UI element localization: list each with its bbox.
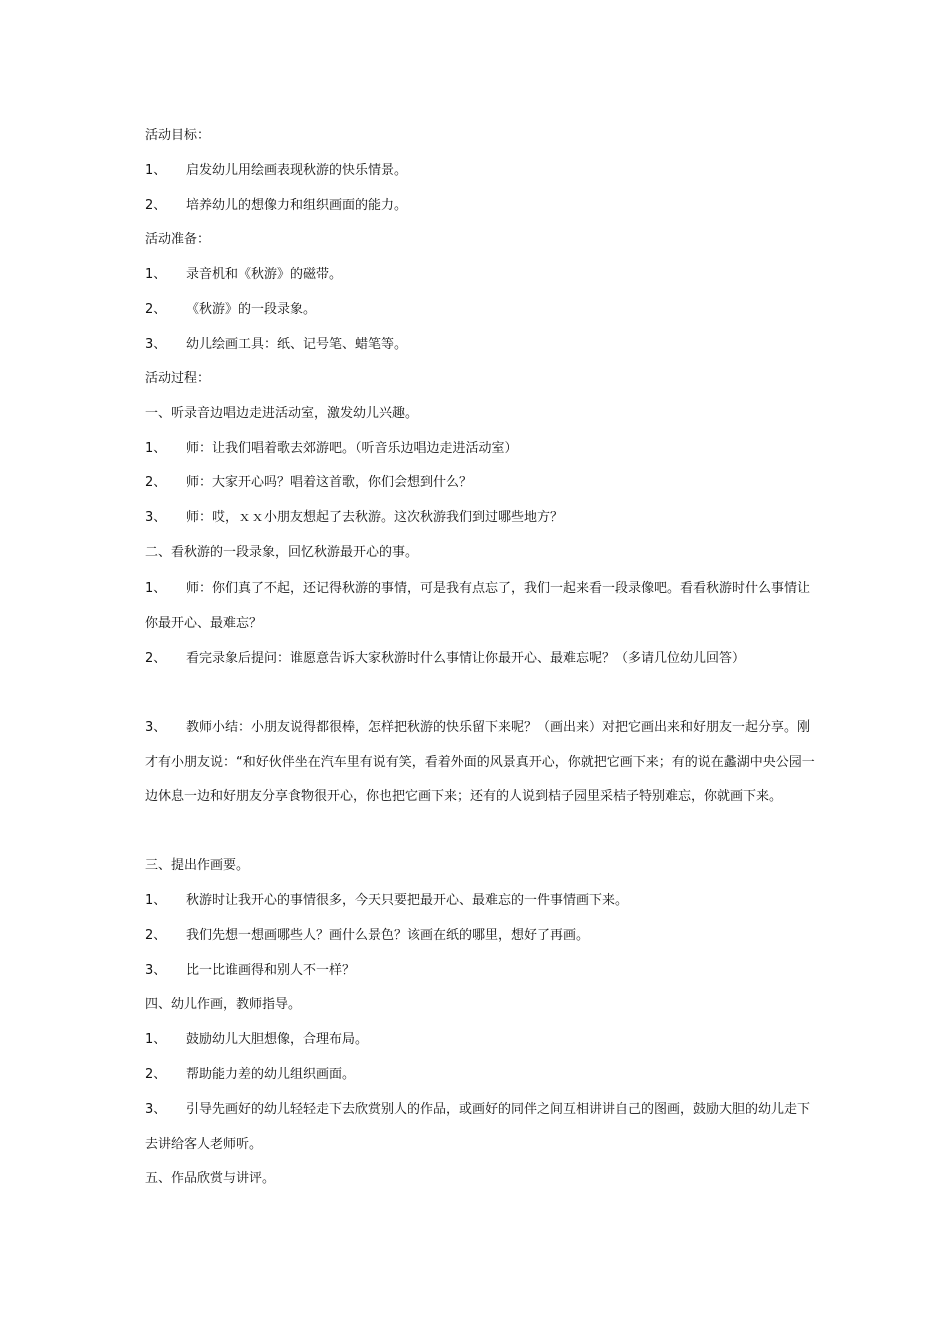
item-text: 《秋游》的一段录象。 xyxy=(186,302,317,317)
item-number: 1、 xyxy=(145,163,167,178)
item-number: 3、 xyxy=(145,1102,167,1117)
item-text: 鼓励幼儿大胆想像，合理布局。 xyxy=(186,1032,369,1047)
item-number: 2、 xyxy=(145,302,167,317)
list-item xyxy=(145,711,815,815)
list-item xyxy=(145,642,785,677)
item-text: 看完录象后提问：谁愿意告诉大家秋游时什么事情让你最开心、最难忘呢？（多请几位幼儿回答） xyxy=(186,651,746,666)
list-item xyxy=(145,1067,815,1083)
item-number: 2、 xyxy=(145,198,167,213)
item-number: 2、 xyxy=(145,651,167,666)
item-text: 帮助能力差的幼儿组织画面。 xyxy=(186,1067,356,1082)
item-text: 我们先想一想画哪些人？画什么景色？该画在纸的哪里，想好了再画。 xyxy=(186,928,590,943)
item-number: 1、 xyxy=(145,581,167,596)
section-heading-process: 活动过程： xyxy=(145,371,211,386)
item-number: 2、 xyxy=(145,1067,167,1082)
list-item xyxy=(145,893,815,909)
item-number: 3、 xyxy=(145,510,167,525)
item-number: 3、 xyxy=(145,963,167,978)
list-item xyxy=(145,441,815,457)
item-text: 引导先画好的幼儿轻轻走下去欣赏别人的作品，或画好的同伴之间互相讲讲自己的图画，鼓励大胆的幼儿走下去讲给客人老师听。 xyxy=(145,1102,811,1152)
list-item xyxy=(145,1032,815,1048)
list-item xyxy=(145,1093,815,1162)
section-heading-goals: 活动目标： xyxy=(145,128,211,143)
list-item xyxy=(145,337,815,353)
step-heading: 一、听录音边唱边走进活动室，激发幼儿兴趣。 xyxy=(145,406,419,421)
list-item xyxy=(145,198,815,214)
item-text: 师：大家开心吗？唱着这首歌，你们会想到什么？ xyxy=(186,475,473,490)
item-text: 比一比谁画得和别人不一样？ xyxy=(186,963,356,978)
item-text: 启发幼儿用绘画表现秋游的快乐情景。 xyxy=(186,163,408,178)
item-number: 2、 xyxy=(145,475,167,490)
item-text: 师：让我们唱着歌去郊游吧。（听音乐边唱边走进活动室） xyxy=(186,441,518,456)
step-heading: 二、看秋游的一段录象，回忆秋游最开心的事。 xyxy=(145,545,419,560)
list-item xyxy=(145,267,815,283)
item-text: 师：哎，ｘｘ小朋友想起了去秋游。这次秋游我们到过哪些地方？ xyxy=(186,510,564,525)
list-item xyxy=(145,302,815,318)
step-heading: 四、幼儿作画，教师指导。 xyxy=(145,997,302,1012)
item-number: 3、 xyxy=(145,720,167,735)
list-item xyxy=(145,510,815,526)
list-item xyxy=(145,163,815,179)
list-item xyxy=(145,475,815,491)
item-text: 教师小结：小朋友说得都很棒，怎样把秋游的快乐留下来呢？（画出来）对把它画出来和好朋友一起分享。刚才有小朋友说：“和好伙伴坐在汽车里有说有笑，看着外面的风景真开心，你就把它画下来；有的说在蠡湖中央公园一边休息一边和好朋友分享食物很开心，你也把它画下来；还有的人说到桔子园里采桔子特别难忘，你就画下来。 xyxy=(145,720,815,804)
item-text: 师：你们真了不起，还记得秋游的事情，可是我有点忘了，我们一起来看一段录像吧。看看秋游时什么事情让你最开心、最难忘？ xyxy=(145,581,811,631)
item-number: 1、 xyxy=(145,1032,167,1047)
item-text: 录音机和《秋游》的磁带。 xyxy=(186,267,343,282)
item-text: 培养幼儿的想像力和组织画面的能力。 xyxy=(186,198,408,213)
step-heading: 三、提出作画要。 xyxy=(145,858,250,873)
list-item xyxy=(145,963,815,979)
item-number: 2、 xyxy=(145,928,167,943)
step-heading: 五、作品欣赏与讲评。 xyxy=(145,1171,276,1186)
item-number: 1、 xyxy=(145,893,167,908)
item-number: 1、 xyxy=(145,441,167,456)
section-heading-preparation: 活动准备： xyxy=(145,232,211,247)
item-text: 秋游时让我开心的事情很多，今天只要把最开心、最难忘的一件事情画下来。 xyxy=(186,893,629,908)
list-item xyxy=(145,572,815,641)
item-number: 1、 xyxy=(145,267,167,282)
item-text: 幼儿绘画工具：纸、记号笔、蜡笔等。 xyxy=(186,337,408,352)
list-item xyxy=(145,928,815,944)
item-number: 3、 xyxy=(145,337,167,352)
